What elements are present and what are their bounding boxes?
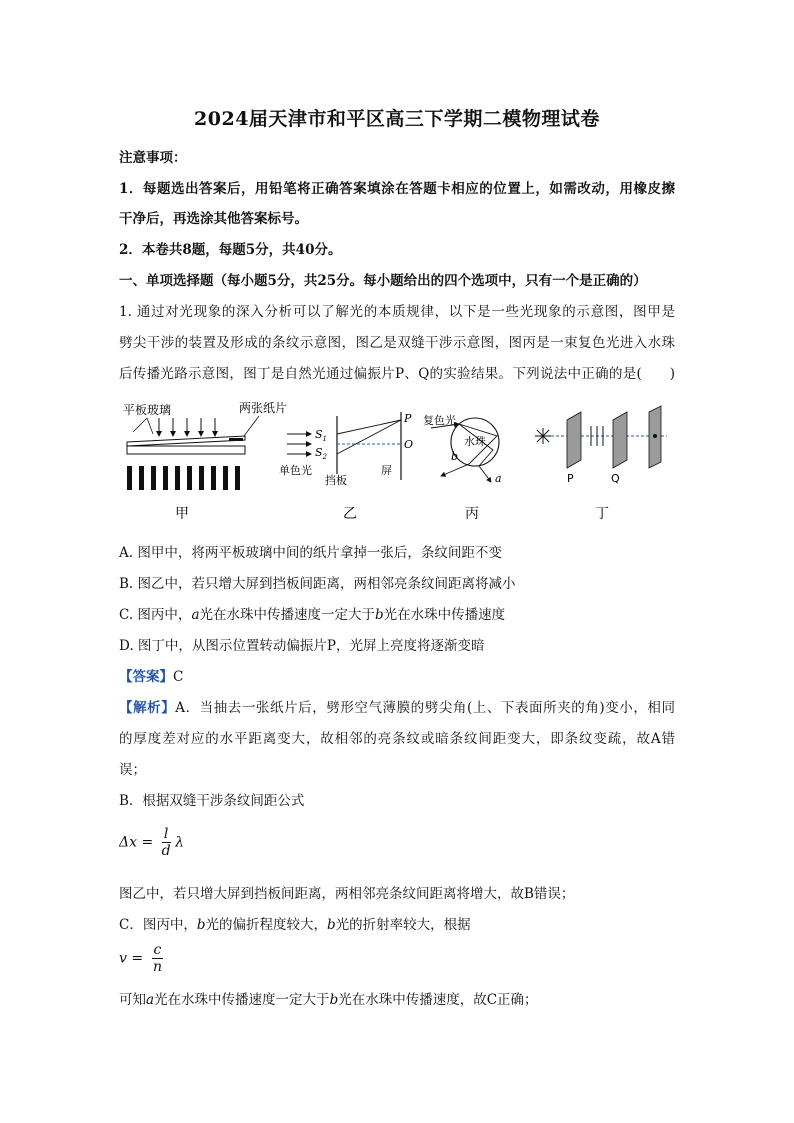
option-a: A. 图甲中，将两平板玻璃中间的纸片拿掉一张后，条纹间距不变 (119, 545, 502, 561)
option-b: B. 图乙中，若只增大屏到挡板间距离，两相邻亮条纹间距离将减小 (119, 576, 516, 592)
question-1-line-2: 劈尖干涉的装置及形成的条纹示意图，图乙是双缝干涉示意图，图丙是一束复色光进入水珠 (119, 335, 675, 351)
yi-s1-label: $S_1$ (315, 428, 328, 443)
notice-item-1-line-1: 1．每题选出答案后，用铅笔将正确答案填涂在答题卡相应的位置上，如需改动，用橡皮擦 (119, 181, 675, 197)
jia-paper-label: 两张纸片 (239, 401, 288, 415)
section-heading-single-choice: 一、单项选择题（每小题5分，共25分。每小题给出的四个选项中，只有一个是正确的） (119, 273, 647, 289)
yi-screen-label: 屏 (381, 464, 392, 477)
bing-light-label: 复色光 (423, 414, 456, 427)
yi-o-label: O (404, 438, 414, 451)
ding-caption: 丁 (595, 506, 609, 522)
figure-jia (123, 400, 287, 522)
jia-caption: 甲 (175, 506, 189, 522)
answer-label: 【答案】 (119, 669, 173, 685)
optics-diagram (119, 398, 679, 528)
bing-b-label: b (451, 450, 459, 463)
yi-s2-label: $S_2$ (315, 446, 328, 461)
answer-line (119, 665, 183, 685)
analysis-a-line-3: 误； (119, 762, 146, 778)
notice-heading: 注意事项： (119, 150, 187, 166)
analysis-a-line-2: 的厚度差对应的水平距离变大，故相邻的亮条纹或暗条纹间距变大，即条纹变疏，故A错 (119, 731, 675, 747)
yi-mono-label: 单色光 (279, 464, 312, 477)
analysis-a-line-1: 【解析】A．当抽去一张纸片后，劈形空气薄膜的劈尖角(上、下表面所夹的角)变小，相同 (119, 700, 675, 716)
figure-bing (423, 413, 502, 522)
bing-a-label: a (495, 472, 502, 485)
yi-board-label: 挡板 (325, 474, 347, 487)
notice-item-2: 2．本卷共8题，每题5分，共40分。 (119, 242, 342, 258)
bing-caption: 丙 (465, 506, 479, 522)
notice-item-1-line-2: 干净后，再选涂其他答案标号。 (119, 211, 308, 227)
answer-value: C (173, 669, 184, 685)
jia-glass-label: 平板玻璃 (123, 403, 172, 417)
yi-caption: 乙 (343, 506, 357, 522)
question-1-figure (119, 398, 679, 528)
analysis-c-line-2: 可知a光在水珠中传播速度一定大于b光在水珠中传播速度，故C正确； (119, 992, 538, 1008)
question-1-line-3: 后传播光路示意图，图丁是自然光通过偏振片P、Q的实验结果。下列说法中正确的是( ) (119, 366, 675, 382)
figure-ding (535, 406, 667, 522)
bing-drop-label: 水珠 (464, 435, 486, 448)
formula-fringe-spacing: Δx = $\frac{l}{d}$ λ (119, 826, 184, 859)
figure-yi (279, 412, 413, 522)
formula-light-speed: v = $\frac{c}{n}$ (119, 942, 162, 975)
analysis-b-line-1: B．根据双缝干涉条纹间距公式 (119, 793, 305, 809)
yi-p-label: P (404, 412, 412, 425)
question-1-line-1: 1. 通过对光现象的深入分析可以了解光的本质规律，以下是一些光现象的示意图，图甲是 (119, 304, 675, 320)
analysis-c-line-1: C．图丙中，b光的偏折程度较大，b光的折射率较大，根据 (119, 917, 471, 933)
option-c: C. 图丙中，a光在水珠中传播速度一定大于b光在水珠中传播速度 (119, 607, 506, 623)
page-title: 2024届天津市和平区高三下学期二模物理试卷 (194, 108, 600, 130)
analysis-b-line-2: 图乙中，若只增大屏到挡板间距离，两相邻亮条纹间距离将增大，故B错误； (119, 886, 575, 902)
ding-q-label: Q (611, 472, 620, 485)
option-d: D. 图丁中，从图示位置转动偏振片P，光屏上亮度将逐渐变暗 (119, 638, 485, 654)
ding-p-label: P (567, 472, 574, 485)
